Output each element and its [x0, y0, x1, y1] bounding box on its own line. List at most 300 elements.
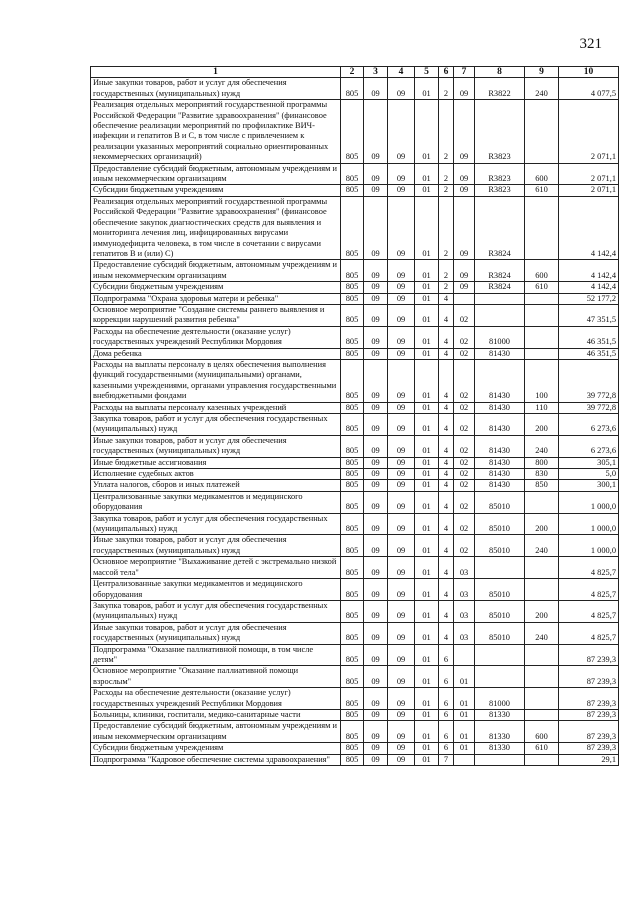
program-cell: 01 [415, 469, 439, 480]
section-cell: 09 [364, 435, 388, 457]
amount-cell: 39 772,8 [559, 359, 619, 402]
section-cell: 09 [364, 196, 388, 259]
subprogram-cell: 2 [439, 163, 454, 185]
ministry-code-cell: 805 [341, 709, 364, 720]
program-cell: 01 [415, 743, 439, 754]
amount-cell: 87 239,3 [559, 644, 619, 666]
expense-type-cell: 200 [525, 513, 559, 535]
column-header: 3 [364, 67, 388, 78]
section-cell: 09 [364, 414, 388, 436]
ministry-code-cell: 805 [341, 326, 364, 348]
subprogram-cell: 4 [439, 600, 454, 622]
event-cell: 09 [454, 196, 475, 259]
expense-type-cell [525, 688, 559, 710]
direction-code-cell: R3824 [475, 196, 525, 259]
table-row [91, 163, 619, 185]
amount-cell: 4 825,7 [559, 579, 619, 601]
amount-cell: 4 142,4 [559, 196, 619, 259]
section-cell: 09 [364, 100, 388, 163]
subsection-cell: 09 [388, 622, 415, 644]
amount-cell: 4 142,4 [559, 282, 619, 293]
ministry-code-cell: 805 [341, 304, 364, 326]
amount-cell: 300,1 [559, 480, 619, 491]
direction-code-cell: 81430 [475, 348, 525, 359]
direction-code-cell: 85010 [475, 535, 525, 557]
table-row [91, 622, 619, 644]
expense-type-cell [525, 579, 559, 601]
section-cell: 09 [364, 293, 388, 304]
expense-type-cell: 240 [525, 622, 559, 644]
section-cell: 09 [364, 644, 388, 666]
section-cell: 09 [364, 163, 388, 185]
ministry-code-cell: 805 [341, 359, 364, 402]
event-cell: 03 [454, 579, 475, 601]
subsection-cell: 09 [388, 163, 415, 185]
expense-type-cell [525, 709, 559, 720]
table-row [91, 78, 619, 100]
event-cell: 02 [454, 435, 475, 457]
subprogram-cell: 4 [439, 557, 454, 579]
program-cell: 01 [415, 754, 439, 765]
direction-code-cell: 81330 [475, 709, 525, 720]
expense-type-cell [525, 304, 559, 326]
direction-code-cell: 81430 [475, 457, 525, 468]
section-cell: 09 [364, 666, 388, 688]
subprogram-cell: 2 [439, 260, 454, 282]
expense-type-cell [525, 491, 559, 513]
subsection-cell: 09 [388, 457, 415, 468]
subprogram-cell: 2 [439, 100, 454, 163]
expense-type-cell: 830 [525, 469, 559, 480]
event-cell: 03 [454, 622, 475, 644]
expense-type-cell: 200 [525, 600, 559, 622]
row-name-cell: Иные закупки товаров, работ и услуг для обеспечения государственных (муниципальных) нужд [91, 435, 341, 457]
ministry-code-cell: 805 [341, 688, 364, 710]
ministry-code-cell: 805 [341, 557, 364, 579]
column-header: 4 [388, 67, 415, 78]
expense-type-cell [525, 196, 559, 259]
table-row [91, 754, 619, 765]
program-cell: 01 [415, 666, 439, 688]
ministry-code-cell: 805 [341, 480, 364, 491]
direction-code-cell: 81430 [475, 469, 525, 480]
row-name-cell: Больницы, клиники, госпитали, медико-санитарные части [91, 709, 341, 720]
subprogram-cell: 4 [439, 469, 454, 480]
ministry-code-cell: 805 [341, 163, 364, 185]
row-name-cell: Иные бюджетные ассигнования [91, 457, 341, 468]
table-row [91, 579, 619, 601]
program-cell: 01 [415, 688, 439, 710]
program-cell: 01 [415, 78, 439, 100]
amount-cell: 1 000,0 [559, 513, 619, 535]
table-row [91, 535, 619, 557]
ministry-code-cell: 805 [341, 721, 364, 743]
column-header: 8 [475, 67, 525, 78]
subprogram-cell: 4 [439, 579, 454, 601]
subsection-cell: 09 [388, 414, 415, 436]
row-name-cell: Централизованные закупки медикаментов и медицинского оборудования [91, 579, 341, 601]
expense-type-cell: 610 [525, 282, 559, 293]
ministry-code-cell: 805 [341, 78, 364, 100]
ministry-code-cell: 805 [341, 600, 364, 622]
column-header: 9 [525, 67, 559, 78]
direction-code-cell: R3823 [475, 100, 525, 163]
direction-code-cell: R3824 [475, 282, 525, 293]
subsection-cell: 09 [388, 326, 415, 348]
direction-code-cell: 81430 [475, 435, 525, 457]
table-row [91, 282, 619, 293]
program-cell: 01 [415, 196, 439, 259]
ministry-code-cell: 805 [341, 100, 364, 163]
expense-type-cell: 200 [525, 414, 559, 436]
event-cell: 02 [454, 535, 475, 557]
table-row [91, 666, 619, 688]
subsection-cell: 09 [388, 579, 415, 601]
ministry-code-cell: 805 [341, 348, 364, 359]
program-cell: 01 [415, 326, 439, 348]
event-cell [454, 293, 475, 304]
table-row [91, 743, 619, 754]
event-cell: 02 [454, 326, 475, 348]
row-name-cell: Субсидии бюджетным учреждениям [91, 743, 341, 754]
ministry-code-cell: 805 [341, 196, 364, 259]
subsection-cell: 09 [388, 688, 415, 710]
table-row [91, 513, 619, 535]
program-cell: 01 [415, 304, 439, 326]
section-cell: 09 [364, 513, 388, 535]
subprogram-cell: 4 [439, 480, 454, 491]
amount-cell: 5,0 [559, 469, 619, 480]
direction-code-cell: 85010 [475, 579, 525, 601]
program-cell: 01 [415, 557, 439, 579]
subprogram-cell: 4 [439, 457, 454, 468]
amount-cell: 4 825,7 [559, 557, 619, 579]
program-cell: 01 [415, 457, 439, 468]
ministry-code-cell: 805 [341, 644, 364, 666]
subsection-cell: 09 [388, 260, 415, 282]
subprogram-cell: 4 [439, 622, 454, 644]
row-name-cell: Предоставление субсидий бюджетным, автономным учреждениям и иным некоммерческим организациям [91, 260, 341, 282]
event-cell: 01 [454, 743, 475, 754]
row-name-cell: Расходы на обеспечение деятельности (оказание услуг) государственных учреждений Республики Мордовия [91, 326, 341, 348]
amount-cell: 2 071,1 [559, 100, 619, 163]
expense-type-cell: 850 [525, 480, 559, 491]
table-row [91, 402, 619, 413]
table-row [91, 469, 619, 480]
program-cell: 01 [415, 100, 439, 163]
expense-type-cell: 610 [525, 743, 559, 754]
row-name-cell: Расходы на выплаты персоналу казенных учреждений [91, 402, 341, 413]
event-cell: 02 [454, 348, 475, 359]
direction-code-cell: 85010 [475, 491, 525, 513]
row-name-cell: Реализация отдельных мероприятий государственной программы Российской Федерации "Развитие здравоохранения" (финансовое обеспечение реализации мероприятий по профилактике ВИЧ-инфекции и гепатитов В и С, в том числе с привлечением к реализации указанных мероприятий социально ориентированных некоммерческих организаций) [91, 100, 341, 163]
subprogram-cell: 4 [439, 348, 454, 359]
subprogram-cell: 4 [439, 414, 454, 436]
amount-cell: 87 239,3 [559, 709, 619, 720]
program-cell: 01 [415, 402, 439, 413]
program-cell: 01 [415, 721, 439, 743]
subsection-cell: 09 [388, 196, 415, 259]
ministry-code-cell: 805 [341, 622, 364, 644]
event-cell: 02 [454, 359, 475, 402]
amount-cell: 39 772,8 [559, 402, 619, 413]
ministry-code-cell: 805 [341, 666, 364, 688]
event-cell: 02 [454, 480, 475, 491]
direction-code-cell: 81430 [475, 402, 525, 413]
subprogram-cell: 4 [439, 491, 454, 513]
program-cell: 01 [415, 491, 439, 513]
subsection-cell: 09 [388, 491, 415, 513]
row-name-cell: Субсидии бюджетным учреждениям [91, 282, 341, 293]
subprogram-cell: 4 [439, 304, 454, 326]
subsection-cell: 09 [388, 402, 415, 413]
section-cell: 09 [364, 688, 388, 710]
row-name-cell: Расходы на обеспечение деятельности (оказание услуг) государственных учреждений Республики Мордовия [91, 688, 341, 710]
direction-code-cell: R3824 [475, 260, 525, 282]
subsection-cell: 09 [388, 754, 415, 765]
subprogram-cell: 2 [439, 196, 454, 259]
table-row [91, 414, 619, 436]
table-row [91, 480, 619, 491]
table-row [91, 557, 619, 579]
row-name-cell: Централизованные закупки медикаментов и медицинского оборудования [91, 491, 341, 513]
expense-type-cell: 240 [525, 78, 559, 100]
direction-code-cell: 81000 [475, 688, 525, 710]
ministry-code-cell: 805 [341, 414, 364, 436]
table-row [91, 185, 619, 196]
amount-cell: 4 825,7 [559, 600, 619, 622]
section-cell: 09 [364, 359, 388, 402]
table-row [91, 721, 619, 743]
section-cell: 09 [364, 754, 388, 765]
direction-code-cell [475, 304, 525, 326]
amount-cell: 6 273,6 [559, 414, 619, 436]
amount-cell: 4 142,4 [559, 260, 619, 282]
ministry-code-cell: 805 [341, 260, 364, 282]
section-cell: 09 [364, 326, 388, 348]
program-cell: 01 [415, 535, 439, 557]
section-cell: 09 [364, 457, 388, 468]
row-name-cell: Подпрограмма "Охрана здоровья матери и ребенка" [91, 293, 341, 304]
event-cell: 01 [454, 666, 475, 688]
table-row [91, 709, 619, 720]
direction-code-cell: R3823 [475, 185, 525, 196]
row-name-cell: Предоставление субсидий бюджетным, автономным учреждениям и иным некоммерческим организациям [91, 163, 341, 185]
ministry-code-cell: 805 [341, 435, 364, 457]
table-row [91, 100, 619, 163]
event-cell: 02 [454, 491, 475, 513]
table-row [91, 644, 619, 666]
event-cell: 09 [454, 78, 475, 100]
row-name-cell: Подпрограмма "Кадровое обеспечение системы здравоохранения" [91, 754, 341, 765]
row-name-cell: Основное мероприятие "Выхаживание детей с экстремально низкой массой тела" [91, 557, 341, 579]
amount-cell: 305,1 [559, 457, 619, 468]
amount-cell: 2 071,1 [559, 185, 619, 196]
event-cell: 09 [454, 185, 475, 196]
event-cell: 02 [454, 402, 475, 413]
subsection-cell: 09 [388, 78, 415, 100]
row-name-cell: Иные закупки товаров, работ и услуг для обеспечения государственных (муниципальных) нужд [91, 535, 341, 557]
ministry-code-cell: 805 [341, 743, 364, 754]
column-header: 10 [559, 67, 619, 78]
direction-code-cell [475, 666, 525, 688]
table-row [91, 688, 619, 710]
ministry-code-cell: 805 [341, 535, 364, 557]
section-cell: 09 [364, 579, 388, 601]
row-name-cell: Уплата налогов, сборов и иных платежей [91, 480, 341, 491]
table-row [91, 260, 619, 282]
column-header: 5 [415, 67, 439, 78]
ministry-code-cell: 805 [341, 579, 364, 601]
amount-cell: 47 351,5 [559, 304, 619, 326]
subsection-cell: 09 [388, 359, 415, 402]
expense-type-cell [525, 326, 559, 348]
event-cell: 02 [454, 304, 475, 326]
expense-type-cell [525, 293, 559, 304]
expense-type-cell [525, 754, 559, 765]
ministry-code-cell: 805 [341, 491, 364, 513]
row-name-cell: Основное мероприятие "Оказание паллиативной помощи взрослым" [91, 666, 341, 688]
row-name-cell: Закупка товаров, работ и услуг для обеспечения государственных (муниципальных) нужд [91, 513, 341, 535]
expense-type-cell: 610 [525, 185, 559, 196]
ministry-code-cell: 805 [341, 469, 364, 480]
direction-code-cell: 81430 [475, 414, 525, 436]
amount-cell: 1 000,0 [559, 491, 619, 513]
subsection-cell: 09 [388, 513, 415, 535]
expense-type-cell: 800 [525, 457, 559, 468]
section-cell: 09 [364, 304, 388, 326]
ministry-code-cell: 805 [341, 293, 364, 304]
table-row [91, 293, 619, 304]
subprogram-cell: 4 [439, 293, 454, 304]
subprogram-cell: 2 [439, 282, 454, 293]
direction-code-cell: 85010 [475, 600, 525, 622]
program-cell: 01 [415, 709, 439, 720]
row-name-cell: Субсидии бюджетным учреждениям [91, 185, 341, 196]
direction-code-cell: 85010 [475, 622, 525, 644]
expense-type-cell [525, 644, 559, 666]
section-cell: 09 [364, 557, 388, 579]
column-header: 2 [341, 67, 364, 78]
program-cell: 01 [415, 513, 439, 535]
section-cell: 09 [364, 535, 388, 557]
subsection-cell: 09 [388, 100, 415, 163]
program-cell: 01 [415, 348, 439, 359]
program-cell: 01 [415, 600, 439, 622]
subprogram-cell: 4 [439, 402, 454, 413]
event-cell: 01 [454, 721, 475, 743]
ministry-code-cell: 805 [341, 754, 364, 765]
expense-type-cell [525, 100, 559, 163]
event-cell: 09 [454, 282, 475, 293]
program-cell: 01 [415, 260, 439, 282]
row-name-cell: Закупка товаров, работ и услуг для обеспечения государственных (муниципальных) нужд [91, 414, 341, 436]
event-cell: 09 [454, 163, 475, 185]
direction-code-cell: R3823 [475, 163, 525, 185]
subprogram-cell: 4 [439, 513, 454, 535]
amount-cell: 46 351,5 [559, 326, 619, 348]
subsection-cell: 09 [388, 600, 415, 622]
subsection-cell: 09 [388, 304, 415, 326]
direction-code-cell: 81330 [475, 721, 525, 743]
row-name-cell: Основное мероприятие "Создание системы раннего выявления и коррекции нарушений развития ребенка" [91, 304, 341, 326]
ministry-code-cell: 805 [341, 457, 364, 468]
amount-cell: 52 177,2 [559, 293, 619, 304]
event-cell: 09 [454, 100, 475, 163]
direction-code-cell: R3822 [475, 78, 525, 100]
expense-type-cell: 100 [525, 359, 559, 402]
ministry-code-cell: 805 [341, 185, 364, 196]
header-row [91, 67, 619, 78]
event-cell: 09 [454, 260, 475, 282]
program-cell: 01 [415, 579, 439, 601]
section-cell: 09 [364, 260, 388, 282]
direction-code-cell: 85010 [475, 513, 525, 535]
expense-type-cell: 600 [525, 260, 559, 282]
amount-cell: 1 000,0 [559, 535, 619, 557]
subprogram-cell: 6 [439, 709, 454, 720]
event-cell: 02 [454, 414, 475, 436]
page-number: 321 [579, 36, 602, 52]
program-cell: 01 [415, 293, 439, 304]
row-name-cell: Иные закупки товаров, работ и услуг для обеспечения государственных (муниципальных) нужд [91, 622, 341, 644]
expense-type-cell [525, 348, 559, 359]
subprogram-cell: 7 [439, 754, 454, 765]
table-row [91, 304, 619, 326]
subsection-cell: 09 [388, 557, 415, 579]
program-cell: 01 [415, 480, 439, 491]
row-name-cell: Предоставление субсидий бюджетным, автономным учреждениям и иным некоммерческим организациям [91, 721, 341, 743]
direction-code-cell [475, 644, 525, 666]
subsection-cell: 09 [388, 185, 415, 196]
table-body [91, 78, 619, 766]
event-cell: 01 [454, 709, 475, 720]
expense-type-cell [525, 557, 559, 579]
amount-cell: 46 351,5 [559, 348, 619, 359]
subsection-cell: 09 [388, 721, 415, 743]
subsection-cell: 09 [388, 480, 415, 491]
column-header: 1 [91, 67, 341, 78]
table-row [91, 600, 619, 622]
subprogram-cell: 4 [439, 326, 454, 348]
event-cell: 02 [454, 457, 475, 468]
event-cell [454, 754, 475, 765]
amount-cell: 87 239,3 [559, 721, 619, 743]
row-name-cell: Закупка товаров, работ и услуг для обеспечения государственных (муниципальных) нужд [91, 600, 341, 622]
section-cell: 09 [364, 491, 388, 513]
program-cell: 01 [415, 282, 439, 293]
amount-cell: 87 239,3 [559, 743, 619, 754]
amount-cell: 29,1 [559, 754, 619, 765]
section-cell: 09 [364, 600, 388, 622]
subprogram-cell: 2 [439, 78, 454, 100]
subprogram-cell: 4 [439, 359, 454, 402]
amount-cell: 4 077,5 [559, 78, 619, 100]
section-cell: 09 [364, 709, 388, 720]
budget-table [90, 66, 619, 766]
amount-cell: 4 825,7 [559, 622, 619, 644]
event-cell: 02 [454, 469, 475, 480]
ministry-code-cell: 805 [341, 513, 364, 535]
subsection-cell: 09 [388, 743, 415, 754]
section-cell: 09 [364, 721, 388, 743]
direction-code-cell [475, 557, 525, 579]
subsection-cell: 09 [388, 282, 415, 293]
expense-type-cell [525, 666, 559, 688]
expense-type-cell: 600 [525, 721, 559, 743]
event-cell: 02 [454, 513, 475, 535]
subsection-cell: 09 [388, 535, 415, 557]
